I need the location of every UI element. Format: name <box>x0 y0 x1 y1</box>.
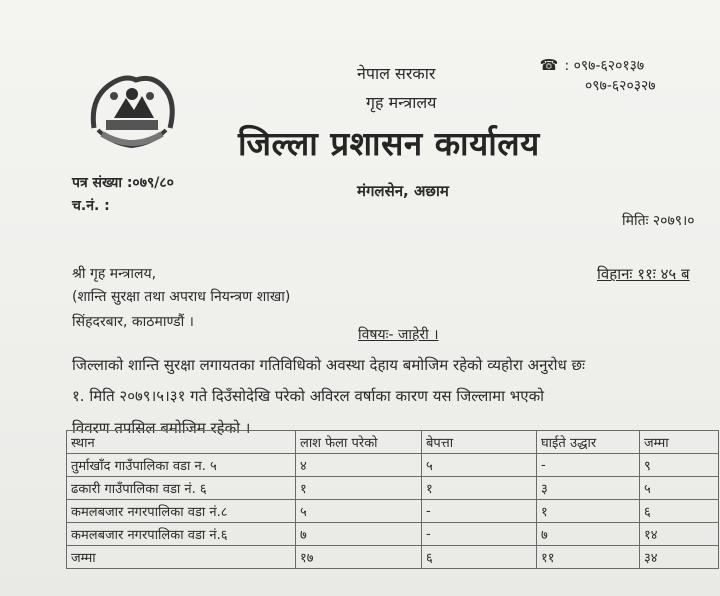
table-cell: ३४ <box>640 546 719 569</box>
table-cell: १ <box>422 477 537 500</box>
phone-block <box>538 55 656 96</box>
body-paragraph: विवरण तपसिल बमोजिम रहेको । <box>72 419 251 437</box>
table-row <box>67 477 719 500</box>
table-cell: - <box>537 454 640 477</box>
table-cell: ढकारी गाउँपालिका वडा नं. ६ <box>67 477 296 500</box>
table-cell: १ <box>537 500 640 523</box>
table-cell: - <box>422 500 537 523</box>
dispatch-number: च.नं. : <box>72 198 110 214</box>
table-cell: १७ <box>296 546 422 569</box>
table-cell: १४ <box>640 523 719 546</box>
office-location: मंगलसेन, अछाम <box>357 182 449 200</box>
table-cell: ६ <box>640 500 719 523</box>
table-cell: ७ <box>296 523 422 546</box>
table-cell: १ <box>296 477 422 500</box>
table-cell: ४ <box>296 454 422 477</box>
table-cell: कमलबजार नगरपालिका वडा नं.६ <box>67 523 296 546</box>
table-row <box>67 523 719 546</box>
phone-number-1: ०९७-६२०१३७ <box>573 58 645 74</box>
column-header: लाश फेला परेको <box>296 431 422 454</box>
table-cell: कमलबजार नगरपालिका वडा नं.८ <box>67 500 296 523</box>
table-header-row <box>67 431 719 454</box>
table-row <box>67 500 719 523</box>
table-cell: - <box>422 523 537 546</box>
table-cell: ५ <box>640 477 719 500</box>
column-header: स्थान <box>67 431 296 454</box>
column-header: बेपत्ता <box>422 431 537 454</box>
incident-table <box>66 430 719 569</box>
table-row <box>67 454 719 477</box>
nepal-emblem-icon <box>84 70 180 156</box>
telephone-icon: ☎ <box>539 56 559 74</box>
office-title: जिल्ला प्रशासन कार्यालय <box>238 124 540 163</box>
table-cell: तुर्माखाँद गाउँपालिका वडा न. ५ <box>67 454 296 477</box>
body-paragraph: १. मिति २०७९।५।३१ गते दिउँसोदेखि परेको अविरल वर्षाका कारण यस जिल्लामा भएको <box>72 387 544 405</box>
table-cell: ७ <box>537 523 640 546</box>
addressee-line: श्री गृह मन्त्रालय, <box>72 266 157 282</box>
received-time: विहानः ११ः ४५ ब <box>597 265 690 283</box>
table-total-row <box>67 546 719 569</box>
table-cell: ९ <box>640 454 719 477</box>
phone-separator: : <box>564 58 570 74</box>
phone-number-2: ०९७-६२०३२७ <box>585 78 656 94</box>
reference-number: पत्र संख्या :०७९/८० <box>72 175 174 191</box>
subject-line: विषयः- जाहेरी । <box>358 327 439 343</box>
table-cell: ६ <box>422 546 537 569</box>
government-name: नेपाल सरकार <box>357 64 436 83</box>
column-header: जम्मा <box>640 431 719 454</box>
table-cell: ५ <box>422 454 537 477</box>
table-cell: जम्मा <box>67 546 296 569</box>
addressee-line: सिंहदरबार, काठमाण्डौं । <box>72 314 194 330</box>
table-cell: ५ <box>296 500 422 523</box>
body-paragraph: जिल्लाको शान्ति सुरक्षा लगायतका गतिविधिको अवस्था देहाय बमोजिम रहेको व्यहोरा अनुरोध छः <box>72 356 586 374</box>
letter-date: मितिः २०७९।० <box>622 213 695 229</box>
table-cell: ११ <box>537 546 640 569</box>
column-header: घाईते उद्धार <box>537 431 640 454</box>
addressee-line: (शान्ति सुरक्षा तथा अपराध नियन्त्रण शाखा) <box>72 289 291 305</box>
ministry-name: गृह मन्त्रालय <box>366 93 437 112</box>
table-cell: ३ <box>537 477 640 500</box>
